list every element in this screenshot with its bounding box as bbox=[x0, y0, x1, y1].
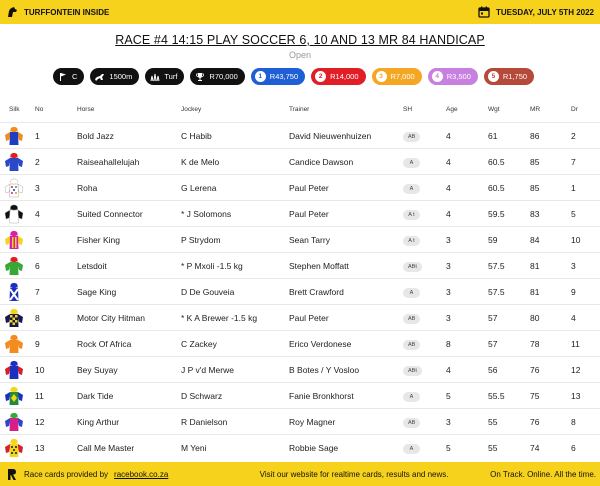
shoe-gear-badge bbox=[403, 338, 446, 350]
col-sh: SH bbox=[403, 105, 413, 113]
horse-age: 4 bbox=[446, 364, 451, 375]
sh-badge: A t bbox=[403, 236, 420, 246]
race-info-pills bbox=[53, 68, 534, 85]
weight: 57 bbox=[488, 338, 498, 349]
weight: 55.5 bbox=[488, 390, 505, 401]
horse-name: Bold Jazz bbox=[77, 130, 114, 141]
race-card-table bbox=[0, 96, 600, 460]
merit-rating: 85 bbox=[530, 182, 540, 193]
sh-badge: A t bbox=[403, 210, 420, 220]
table-row[interactable] bbox=[0, 278, 600, 304]
calendar-icon bbox=[478, 6, 490, 18]
jockey-name: * P Mxoli -1.5 kg bbox=[181, 260, 243, 271]
place-1-badge: 1 bbox=[255, 71, 266, 82]
draw: 9 bbox=[571, 286, 576, 297]
purse-pill bbox=[190, 68, 244, 85]
draw: 2 bbox=[571, 130, 576, 141]
prize-pill-5th bbox=[484, 68, 534, 85]
weight: 57 bbox=[488, 312, 498, 323]
place-5-badge: 5 bbox=[488, 71, 499, 82]
prize-4-label: R3,500 bbox=[446, 72, 471, 81]
sh-badge: AB bbox=[403, 314, 420, 324]
horse-age: 3 bbox=[446, 416, 451, 427]
sh-badge: AB bbox=[403, 132, 420, 142]
jockey-silk-icon bbox=[0, 307, 35, 329]
jockey-silk-icon bbox=[0, 281, 35, 303]
table-row[interactable] bbox=[0, 122, 600, 148]
sh-badge: AB bbox=[403, 340, 420, 350]
prize-5-label: R1,750 bbox=[502, 72, 528, 81]
draw: 7 bbox=[571, 156, 576, 167]
jockey-silk-icon bbox=[0, 359, 35, 381]
table-row[interactable] bbox=[0, 148, 600, 174]
shoe-gear-badge bbox=[403, 312, 446, 324]
jockey-name: C Zackey bbox=[181, 338, 217, 349]
merit-rating: 85 bbox=[530, 156, 540, 167]
weight: 59.5 bbox=[488, 208, 505, 219]
horse-name: King Arthur bbox=[77, 416, 120, 427]
horse-age: 3 bbox=[446, 260, 451, 271]
horse-name: Call Me Master bbox=[77, 442, 135, 453]
place-4-badge: 4 bbox=[432, 71, 443, 82]
table-row[interactable] bbox=[0, 356, 600, 382]
footer-tagline: On Track. Online. All the time. bbox=[490, 469, 596, 479]
brand-title: TURFFONTEIN INSIDE bbox=[24, 7, 110, 17]
runner-number: 7 bbox=[35, 286, 40, 297]
jockey-name: J P v'd Merwe bbox=[181, 364, 234, 375]
col-wgt: Wgt bbox=[488, 105, 500, 113]
merit-rating: 75 bbox=[530, 390, 540, 401]
table-body bbox=[0, 122, 600, 460]
horse-name: Motor City Hitman bbox=[77, 312, 146, 323]
sh-badge: A bbox=[403, 184, 420, 194]
jockey-silk-icon bbox=[0, 255, 35, 277]
prize-pill-1st bbox=[251, 68, 305, 85]
runner-number: 11 bbox=[35, 390, 44, 401]
horse-age: 5 bbox=[446, 442, 451, 453]
weight: 60.5 bbox=[488, 182, 505, 193]
trophy-icon bbox=[194, 71, 205, 82]
jockey-name: * K A Brewer -1.5 kg bbox=[181, 312, 258, 323]
weight: 56 bbox=[488, 364, 498, 375]
merit-rating: 81 bbox=[530, 286, 540, 297]
col-age: Age bbox=[446, 105, 458, 113]
col-horse: Horse bbox=[77, 105, 95, 113]
col-trainer: Trainer bbox=[289, 105, 310, 113]
horse-name: Suited Connector bbox=[77, 208, 143, 219]
draw: 12 bbox=[571, 364, 581, 375]
table-row[interactable] bbox=[0, 252, 600, 278]
draw: 10 bbox=[571, 234, 581, 245]
horse-age: 3 bbox=[446, 234, 451, 245]
horse-name: Letsdoit bbox=[77, 260, 107, 271]
jockey-name: K de Melo bbox=[181, 156, 220, 167]
merit-rating: 80 bbox=[530, 312, 540, 323]
trainer-name: B Botes / Y Vosloo bbox=[289, 364, 360, 375]
table-row[interactable] bbox=[0, 226, 600, 252]
merit-rating: 76 bbox=[530, 416, 540, 427]
racebook-logo-icon bbox=[6, 467, 18, 481]
jockey-name: C Habib bbox=[181, 130, 212, 141]
horse-age: 4 bbox=[446, 208, 451, 219]
draw: 5 bbox=[571, 208, 576, 219]
prize-pill-3rd bbox=[372, 68, 422, 85]
runner-number: 8 bbox=[35, 312, 40, 323]
weight: 59 bbox=[488, 234, 498, 245]
jockey-silk-icon bbox=[0, 333, 35, 355]
trainer-name: Stephen Moffatt bbox=[289, 260, 349, 271]
col-no: No bbox=[35, 105, 44, 113]
merit-rating: 74 bbox=[530, 442, 540, 453]
runner-number: 2 bbox=[35, 156, 40, 167]
jockey-name: G Lerena bbox=[181, 182, 217, 193]
merit-rating: 84 bbox=[530, 234, 540, 245]
table-row[interactable] bbox=[0, 330, 600, 356]
runner-number: 6 bbox=[35, 260, 40, 271]
grass-icon bbox=[149, 71, 160, 82]
horse-age: 3 bbox=[446, 312, 451, 323]
shoe-gear-badge bbox=[403, 260, 446, 272]
sh-badge: A bbox=[403, 158, 420, 168]
footer-provided-text: Race cards provided by bbox=[24, 469, 109, 479]
runner-number: 12 bbox=[35, 416, 45, 427]
horse-name: Rock Of Africa bbox=[77, 338, 132, 349]
surface-label: Turf bbox=[164, 72, 178, 81]
footer-center-text: Visit our website for realtime cards, results and news. bbox=[259, 469, 449, 479]
jockey-silk-icon bbox=[0, 151, 35, 173]
shoe-gear-badge bbox=[403, 390, 446, 402]
race-date: TUESDAY, JULY 5TH 2022 bbox=[496, 7, 594, 17]
merit-rating: 81 bbox=[530, 260, 540, 271]
shoe-gear-badge bbox=[403, 442, 446, 454]
class-label: C bbox=[72, 72, 78, 81]
weight: 61 bbox=[488, 130, 498, 141]
horse-age: 4 bbox=[446, 182, 451, 193]
weight: 60.5 bbox=[488, 156, 505, 167]
runner-number: 10 bbox=[35, 364, 45, 375]
draw: 6 bbox=[571, 442, 576, 453]
col-dr: Dr bbox=[571, 105, 578, 113]
surface-pill bbox=[145, 68, 184, 85]
flag-icon bbox=[57, 71, 68, 82]
horse-name: Fisher King bbox=[77, 234, 120, 245]
prize-pill-2nd bbox=[311, 68, 365, 85]
horse-age: 4 bbox=[446, 130, 451, 141]
horse-name: Dark Tide bbox=[77, 390, 114, 401]
col-mr: MR bbox=[530, 105, 541, 113]
horse-name: Roha bbox=[77, 182, 98, 193]
top-bar bbox=[0, 0, 600, 24]
merit-rating: 86 bbox=[530, 130, 540, 141]
shoe-gear-badge bbox=[403, 234, 446, 246]
jockey-name: D De Gouveia bbox=[181, 286, 235, 297]
merit-rating: 78 bbox=[530, 338, 540, 349]
sh-badge: A bbox=[403, 392, 420, 402]
draw: 8 bbox=[571, 416, 576, 427]
merit-rating: 83 bbox=[530, 208, 540, 219]
shoe-gear-badge bbox=[403, 416, 446, 428]
merit-rating: 76 bbox=[530, 364, 540, 375]
runner-number: 9 bbox=[35, 338, 40, 349]
jockey-silk-icon bbox=[0, 385, 35, 407]
draw: 13 bbox=[571, 390, 581, 401]
draw: 1 bbox=[571, 182, 576, 193]
jockey-name: * J Solomons bbox=[181, 208, 232, 219]
runner-number: 3 bbox=[35, 182, 40, 193]
runner-number: 1 bbox=[35, 130, 40, 141]
weight: 55 bbox=[488, 416, 498, 427]
trainer-name: David Nieuwenhuizen bbox=[289, 130, 372, 141]
prize-1-label: R43,750 bbox=[269, 72, 299, 81]
horse-icon bbox=[94, 71, 105, 82]
prize-3-label: R7,000 bbox=[390, 72, 415, 81]
table-row[interactable] bbox=[0, 382, 600, 408]
race-title: RACE #4 14:15 PLAY SOCCER 6, 10 AND 13 MR 84 HANDICAP bbox=[115, 33, 485, 47]
jockey-name: P Strydom bbox=[181, 234, 221, 245]
col-jockey: Jockey bbox=[181, 105, 202, 113]
trainer-name: Robbie Sage bbox=[289, 442, 339, 453]
jockey-silk-icon bbox=[0, 229, 35, 251]
weight: 57.5 bbox=[488, 286, 505, 297]
distance-pill bbox=[90, 68, 139, 85]
jockey-name: D Schwarz bbox=[181, 390, 223, 401]
shoe-gear-badge bbox=[403, 208, 446, 220]
trainer-name: Fanie Bronkhorst bbox=[289, 390, 354, 401]
trainer-name: Erico Verdonese bbox=[289, 338, 352, 349]
prize-pill-4th bbox=[428, 68, 478, 85]
horse-age: 4 bbox=[446, 156, 451, 167]
jockey-silk-icon bbox=[0, 125, 35, 147]
horse-age: 8 bbox=[446, 338, 451, 349]
runner-number: 4 bbox=[35, 208, 40, 219]
col-silk: Silk bbox=[9, 105, 20, 113]
jockey-name: R Danielson bbox=[181, 416, 228, 427]
sh-badge: AB bbox=[403, 418, 420, 428]
jockey-silk-icon bbox=[0, 203, 35, 225]
table-row[interactable] bbox=[0, 174, 600, 200]
shoe-gear-badge bbox=[403, 286, 446, 298]
shoe-gear-badge bbox=[403, 156, 446, 168]
horse-head-icon bbox=[6, 6, 18, 18]
trainer-name: Paul Peter bbox=[289, 208, 329, 219]
weight: 55 bbox=[488, 442, 498, 453]
trainer-name: Roy Magner bbox=[289, 416, 336, 427]
jockey-silk-icon bbox=[0, 437, 35, 459]
runner-number: 13 bbox=[35, 442, 45, 453]
sh-badge: A bbox=[403, 444, 420, 454]
draw: 3 bbox=[571, 260, 576, 271]
class-pill bbox=[53, 68, 84, 85]
table-row[interactable] bbox=[0, 434, 600, 460]
trainer-name: Candice Dawson bbox=[289, 156, 354, 167]
distance-label: 1500m bbox=[109, 72, 133, 81]
racebook-link[interactable]: racebook.co.za bbox=[114, 469, 169, 479]
purse-label: R70,000 bbox=[209, 72, 238, 81]
footer-bar bbox=[0, 462, 600, 486]
weight: 57.5 bbox=[488, 260, 505, 271]
sh-badge: A bbox=[403, 288, 420, 298]
trainer-name: Paul Peter bbox=[289, 312, 329, 323]
prize-2-label: R14,000 bbox=[330, 72, 359, 81]
place-2-badge: 2 bbox=[315, 71, 326, 82]
draw: 4 bbox=[571, 312, 576, 323]
table-header bbox=[0, 96, 600, 122]
race-status: Open bbox=[288, 50, 312, 60]
sh-badge: ABt bbox=[403, 262, 422, 272]
horse-name: Bey Suyay bbox=[77, 364, 118, 375]
place-3-badge: 3 bbox=[376, 71, 387, 82]
jockey-name: M Yeni bbox=[181, 442, 207, 453]
shoe-gear-badge bbox=[403, 182, 446, 194]
horse-name: Sage King bbox=[77, 286, 117, 297]
jockey-silk-icon bbox=[0, 177, 35, 199]
sh-badge: ABt bbox=[403, 366, 422, 376]
jockey-silk-icon bbox=[0, 411, 35, 433]
horse-name: Raiseahallelujah bbox=[77, 156, 140, 167]
trainer-name: Brett Crawford bbox=[289, 286, 344, 297]
shoe-gear-badge bbox=[403, 130, 446, 142]
trainer-name: Paul Peter bbox=[289, 182, 329, 193]
horse-age: 3 bbox=[446, 286, 451, 297]
table-row[interactable] bbox=[0, 200, 600, 226]
draw: 11 bbox=[571, 338, 580, 349]
runner-number: 5 bbox=[35, 234, 40, 245]
trainer-name: Sean Tarry bbox=[289, 234, 330, 245]
horse-age: 5 bbox=[446, 390, 451, 401]
shoe-gear-badge bbox=[403, 364, 446, 376]
table-row[interactable] bbox=[0, 408, 600, 434]
table-row[interactable] bbox=[0, 304, 600, 330]
